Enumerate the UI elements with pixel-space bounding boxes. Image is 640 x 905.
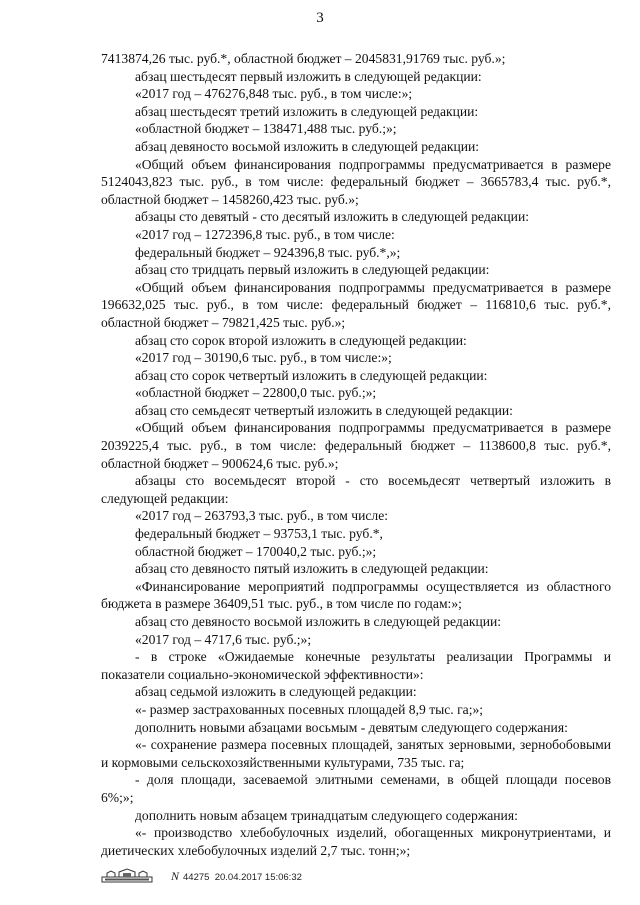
- document-datetime: 20.04.2017 15:06:32: [214, 872, 302, 883]
- paragraph: абзацы сто девятый - сто десятый изложить в следующей редакции:: [135, 209, 530, 225]
- paragraph: абзац сто сорок второй изложить в следующей редакции:: [135, 332, 467, 348]
- paragraph: «Общий объем финансирования подпрограммы предусматривается в размере 196632,025 тыс. руб., в том числе: федеральный бюджет – 116810,6 тыс. руб.*, областной бюджет – 79821,425 тыс. руб.»;: [101, 279, 611, 330]
- document-reference: [171, 869, 302, 884]
- document-number: 44275: [183, 872, 210, 883]
- paragraph: «- сохранение размера посевных площадей, занятых зерновыми, зернобобовыми и кормовыми сельскохозяйственными культурами, 735 тыс. га;: [101, 737, 611, 770]
- paragraph: дополнить новыми абзацами восьмым - девятым следующего содержания:: [135, 719, 568, 735]
- number-mark: N: [171, 869, 180, 883]
- paragraph: «- производство хлебобулочных изделий, обогащенных микронутриентами, и диетических хлебобулочных изделий 2,7 тыс. тонн;»;: [101, 825, 611, 858]
- paragraph: - доля площади, засеваемой элитными семенами, в общей площади посевов 6%;»;: [101, 772, 611, 805]
- paragraph: абзац сто семьдесят четвертый изложить в следующей редакции:: [135, 402, 513, 418]
- paragraph: абзац седьмой изложить в следующей редакции:: [135, 684, 417, 700]
- paragraph: «Финансирование мероприятий подпрограммы осуществляется из областного бюджета в размере 36409,51 тыс. руб., в том числе по годам:»;: [101, 578, 611, 612]
- document-body: [101, 50, 611, 859]
- paragraph: абзац сто девяносто восьмой изложить в следующей редакции:: [135, 614, 502, 629]
- page-number: 3: [316, 10, 324, 26]
- paragraph: областной бюджет – 170040,2 тыс. руб.;»;: [135, 543, 377, 559]
- paragraph: абзац сто сорок четвертый изложить в следующей редакции:: [135, 367, 488, 383]
- paragraph: 7413874,26 тыс. руб.*, областной бюджет – 2045831,91769 тыс. руб.»;: [101, 51, 506, 66]
- paragraph: «2017 год – 263793,3 тыс. руб., в том числе:: [135, 508, 389, 524]
- paragraph: «Общий объем финансирования подпрограммы предусматривается в размере 2039225,4 тыс. руб., в том числе: федеральный бюджет – 1138600,8 тыс. руб.*, областной бюджет – 900624,6 тыс. руб.»;: [101, 420, 611, 471]
- paragraph: дополнить новым абзацем тринадцатым следующего содержания:: [135, 807, 518, 823]
- paragraph: абзац шестьдесят третий изложить в следующей редакции:: [135, 103, 479, 119]
- paragraph: «- размер застрахованных посевных площадей 8,9 тыс. га;»;: [135, 701, 484, 717]
- paragraph: «2017 год – 1272396,8 тыс. руб., в том числе:: [135, 226, 395, 242]
- paragraph: - в строке «Ожидаемые конечные результаты реализации Программы и показатели социально-экономической эффективности»:: [101, 649, 611, 682]
- paragraph: федеральный бюджет – 93753,1 тыс. руб.*,: [135, 526, 383, 542]
- paragraph: абзацы сто восемьдесят второй - сто восемьдесят четвертый изложить в следующей редакции:: [101, 473, 611, 506]
- paragraph: абзац девяносто восьмой изложить в следующей редакции:: [135, 138, 480, 154]
- paragraph: абзац сто девяносто пятый изложить в следующей редакции:: [135, 561, 489, 577]
- paragraph: «2017 год – 4717,6 тыс. руб.;»;: [135, 631, 312, 647]
- paragraph: федеральный бюджет – 924396,8 тыс. руб.*,»;: [135, 244, 401, 260]
- paragraph: абзац сто тридцать первый изложить в следующей редакции:: [135, 262, 490, 278]
- paragraph: «областной бюджет – 22800,0 тыс. руб.;»;: [135, 385, 377, 401]
- paragraph: «областной бюджет – 138471,488 тыс. руб.;»;: [135, 121, 397, 137]
- paragraph: «2017 год – 30190,6 тыс. руб., в том числе:»;: [135, 350, 392, 366]
- paragraph: «2017 год – 476276,848 тыс. руб., в том числе:»;: [135, 86, 413, 102]
- paragraph: «Общий объем финансирования подпрограммы предусматривается в размере 5124043,823 тыс. руб., в том числе: федеральный бюджет – 3665783,4 тыс. руб.*, областной бюджет – 1458260,423 тыс. руб.»;: [101, 156, 611, 207]
- document-footer: [101, 868, 401, 888]
- paragraph: абзац шестьдесят первый изложить в следующей редакции:: [135, 68, 482, 84]
- registry-stamp-icon: [101, 868, 153, 884]
